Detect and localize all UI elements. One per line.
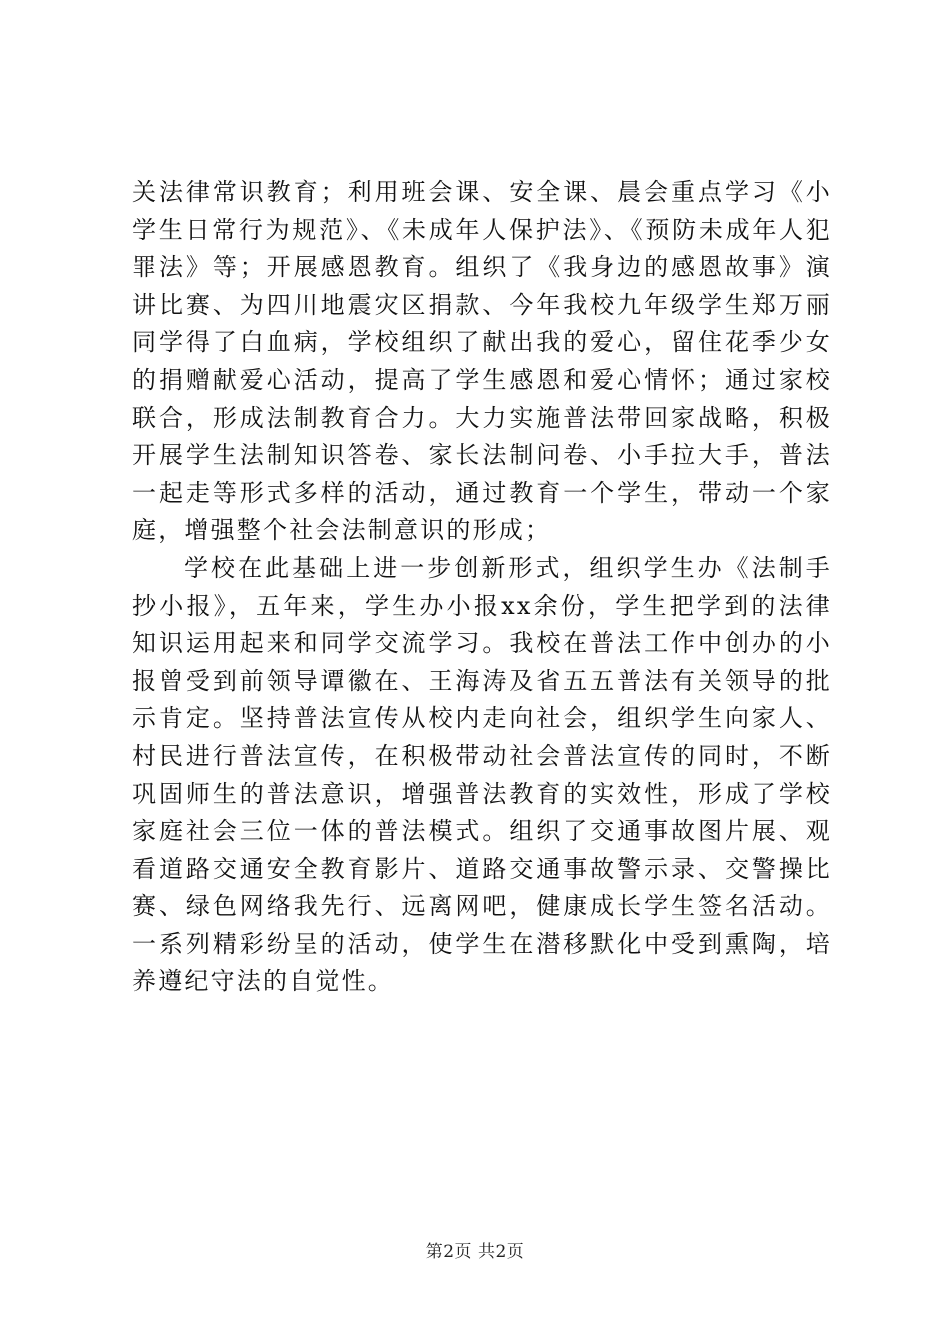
document-body	[132, 174, 832, 1001]
paragraph-continued: 关法律常识教育；利用班会课、安全课、晨会重点学习《小学生日常行为规范》、《未成年人保护法》、《预防未成年人犯罪法》等；开展感恩教育。组织了《我身边的感恩故事》演讲比赛、为四川地震灾区捐款、今年我校九年级学生郑万丽同学得了白血病，学校组织了献出我的爱心，留住花季少女的捐赠献爱心活动，提高了学生感恩和爱心情怀；通过家校联合，形成法制教育合力。大力实施普法带回家战略，积极开展学生法制知识答卷、家长法制问卷、小手拉大手，普法一起走等形式多样的活动，通过教育一个学生，带动一个家庭，增强整个社会法制意识的形成；	[132, 178, 832, 545]
page-footer: 第2页 共2页	[425, 1242, 525, 1262]
paragraph-school-initiatives: 学校在此基础上进一步创新形式，组织学生办《法制手抄小报》，五年来，学生办小报xx余份，学生把学到的法律知识运用起来和同学交流学习。我校在普法工作中创办的小报曾受到前领导谭徽在、王海涛及省五五普法有关领导的批示肯定。坚持普法宣传从校内走向社会，组织学生向家人、村民进行普法宣传，在积极带动社会普法宣传的同时，不断巩固师生的普法意识，增强普法教育的实效性，形成了学校家庭社会三位一体的普法模式。组织了交通事故图片展、观看道路交通安全教育影片、道路交通事故警示录、交警操比赛、绿色网络我先行、远离网吧，健康成长学生签名活动。一系列精彩纷呈的活动，使学生在潜移默化中受到熏陶，培养遵纪守法的自觉性。	[132, 553, 832, 996]
